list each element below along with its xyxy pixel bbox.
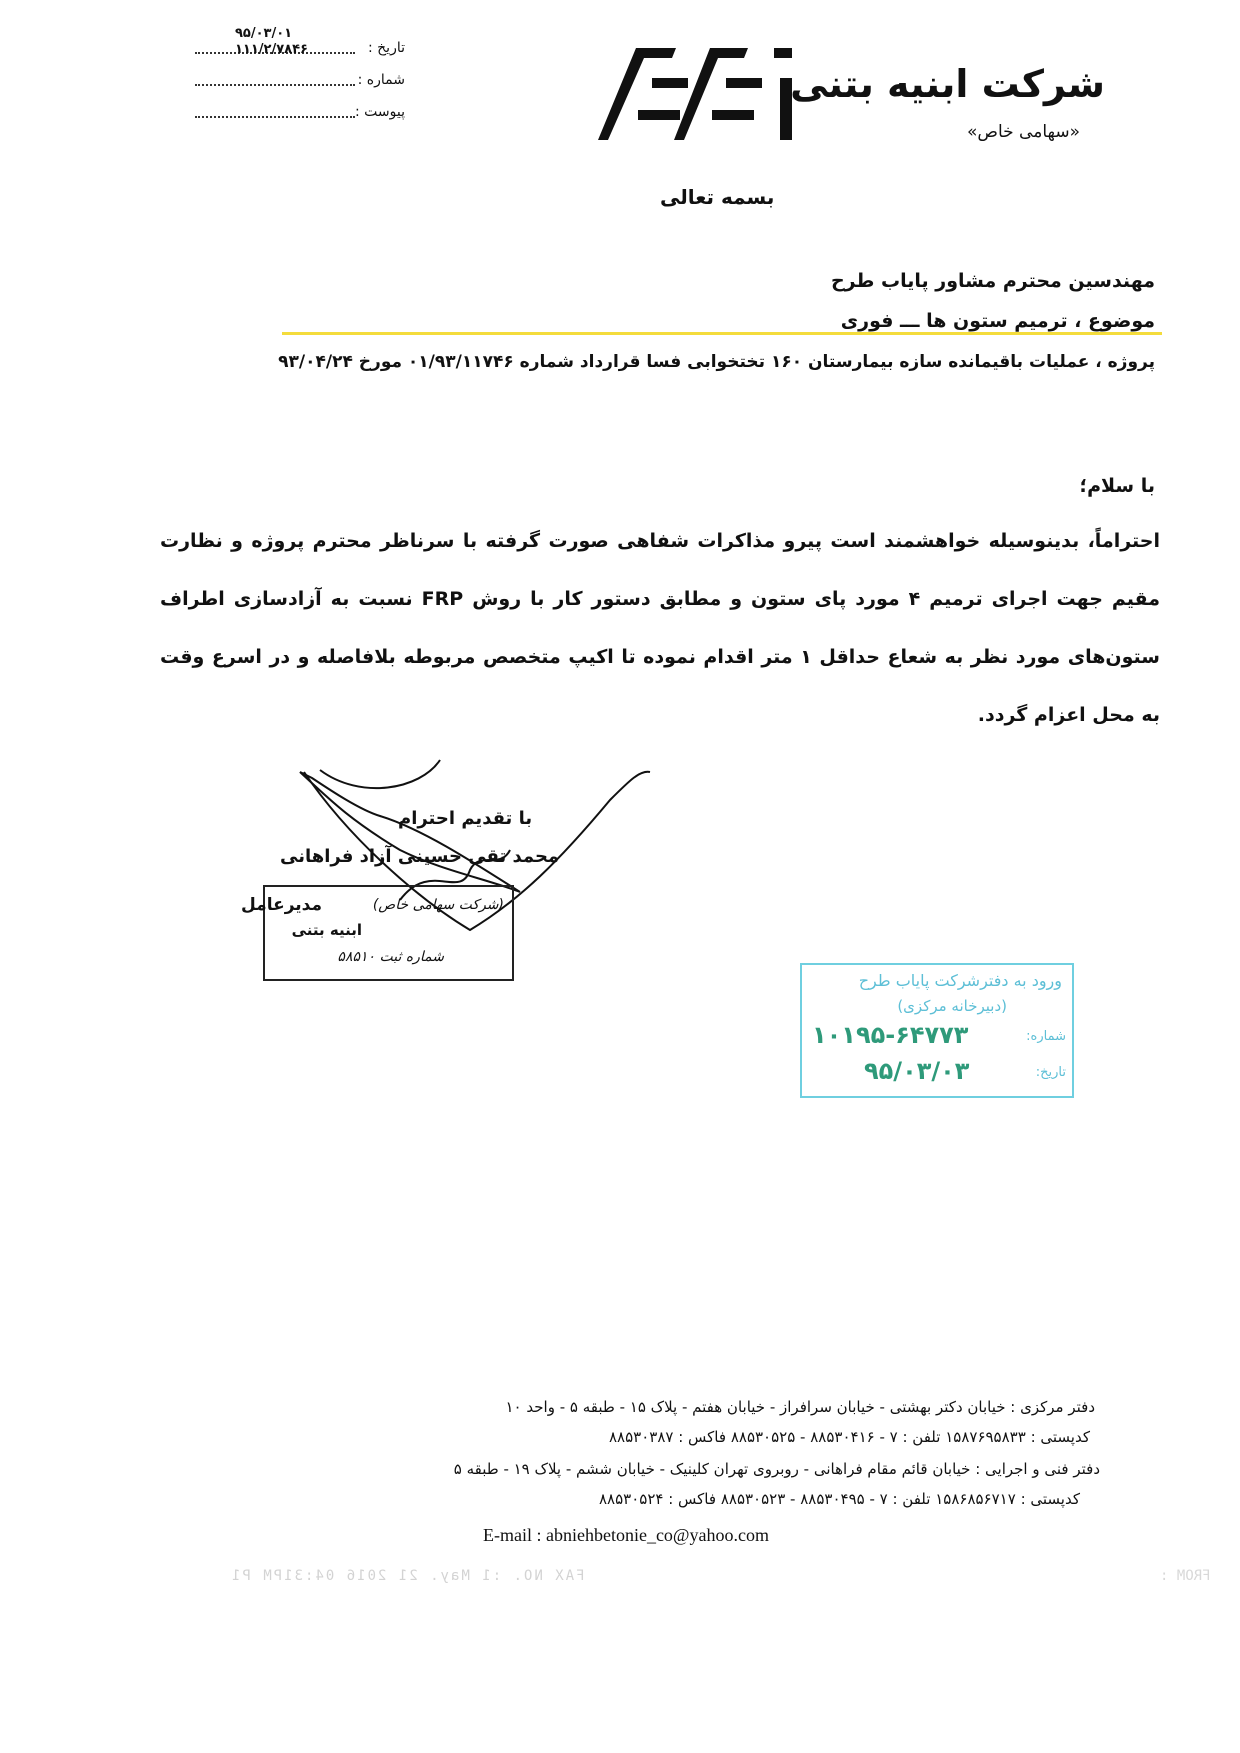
stamp-signer-title: مدیرعامل xyxy=(241,895,322,915)
footer-contact-1: کدپستی : ۱۵۸۷۶۹۵۸۳۳ تلفن : ۷ - ۸۸۵۳۰۴۱۶ - ۸۸۵۳۰۵۲۵ فاکس : ۸۸۵۳۰۳۸۷ xyxy=(609,1428,1090,1446)
number-value: ۱۱۱/۲/۷۸۴۶ xyxy=(235,42,308,57)
stamp-line2: ابنیه بتنی xyxy=(291,921,362,939)
footer-address-1: دفتر مرکزی : خیابان دکتر بهشتی - خیابان سرافراز - خیابان هفتم - پلاک ۱۵ - طبقه ۵ - واحد ۱۰ xyxy=(505,1398,1095,1416)
receipt-date-label: تاریخ: xyxy=(1035,1065,1066,1080)
subject: موضوع ، ترمیم ستون ها ـــ فوری xyxy=(840,310,1155,332)
fax-header: FAX NO. :1 May. 21 2016 04:31PM P1 xyxy=(230,1568,585,1584)
receipt-stamp xyxy=(800,963,1074,1098)
footer-contact-2: کدپستی : ۱۵۸۶۸۵۶۷۱۷ تلفن : ۷ - ۸۸۵۳۰۴۹۵ - ۸۸۵۳۰۵۲۳ فاکس : ۸۸۵۳۰۵۲۴ xyxy=(599,1490,1080,1508)
footer-address-2: دفتر فنی و اجرایی : خیابان قائم مقام فراهانی - روبروی تهران کلینیک - خیابان ششم - پلاک ۱۹ - طبقه ۵ xyxy=(453,1460,1100,1478)
closing-text: با تقدیم احترام xyxy=(398,808,533,829)
company-type: «سهامی خاص» xyxy=(967,122,1080,142)
date-label: تاریخ : xyxy=(367,40,405,56)
stamp-line3: شماره ثبت ۵۸۵۱۰ xyxy=(337,949,444,965)
receipt-title: ورود به دفترشرکت پایاب طرح xyxy=(858,971,1062,990)
attachment-label: پیوست : xyxy=(355,104,405,120)
receipt-number-label: شماره: xyxy=(1026,1029,1066,1044)
salutation: با سلام؛ xyxy=(1079,475,1155,497)
footer-email: E-mail : abniehbetonie_co@yahoo.com xyxy=(483,1525,769,1545)
company-stamp xyxy=(241,885,514,981)
signer-name: محمد تقی حسینی آزاد فراهانی xyxy=(280,846,560,867)
project-line: پروژه ، عملیات باقیمانده سازه بیمارستان ۱۶۰ تختخوابی فسا قرارداد شماره ۰۱/۹۳/۱۱۷۴۶ مورخ ۹۳/۰۴/۲۴ xyxy=(278,352,1155,372)
bismillah: بسمه تعالی xyxy=(660,185,775,209)
fax-from: FROM : xyxy=(1160,1568,1211,1584)
recipient: مهندسین محترم مشاور پایاب طرح xyxy=(830,270,1155,292)
letter-body: احتراماً، بدینوسیله خواهشمند است پیرو مذاکرات شفاهی صورت گرفته با سرناظر محترم پروژه و نظارت مقیم جهت اجرای ترمیم ۴ مورد پای ستون و مطابق دستور کار با روش FRP نسبت به آزادسازی اطراف ستون‌های مورد نظر به شعاع حداقل ۱ متر اقدام نموده تا اکیپ متخصص مربوطه بلافاصله و در اسرع وقت به محل اعزام گردد. xyxy=(160,530,1160,726)
company-name: شرکت ابنیه بتنی xyxy=(790,62,1105,106)
date-value: ۹۵/۰۳/۰۱ xyxy=(235,26,293,41)
receipt-number-value: ۱۰۱۹۵-۶۴۷۷۳ xyxy=(812,1021,969,1049)
receipt-subtitle: (دبیرخانه مرکزی) xyxy=(897,997,1007,1015)
stamp-line1: (شرکت سهامی خاص) xyxy=(372,897,504,913)
receipt-date-value: ۹۵/۰۳/۰۳ xyxy=(864,1057,970,1085)
number-label: شماره : xyxy=(357,72,405,88)
